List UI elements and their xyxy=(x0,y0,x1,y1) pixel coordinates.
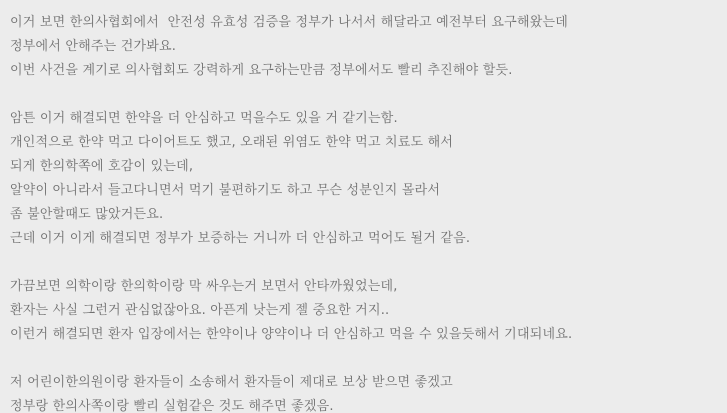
post-line: 근데 이거 이게 해결되면 정부가 보증하는 거니까 더 안심하고 먹어도 될거 같음. xyxy=(10,231,471,246)
paragraph-3 xyxy=(10,275,719,347)
paragraph-2 xyxy=(10,107,719,251)
post-line: 이거 보면 한의사협회에서 안전성 유효성 검증을 정부가 나서서 해달라고 예전부터 요구해왔는데 xyxy=(10,15,568,30)
post-line: 되게 한의학쪽에 호감이 있는데, xyxy=(10,159,194,174)
post-line: 이번 사건을 계기로 의사협회도 강력하게 요구하는만큼 정부에서도 빨리 추진해야 할듯. xyxy=(10,63,513,78)
post-line: 좀 불안할때도 많았거든요. xyxy=(10,207,164,222)
post-line: 이런거 해결되면 환자 입장에서는 한약이나 양약이나 더 안심하고 먹을 수 있을듯해서 기대되네요. xyxy=(10,327,573,342)
paragraph-1 xyxy=(10,11,719,83)
post-line: 환자는 사실 그런거 관심없잖아요. 아픈게 낫는게 젤 중요한 거지.. xyxy=(10,303,390,318)
post-line: 가끔보면 의학이랑 한의학이랑 막 싸우는거 보면서 안타까웠었는데, xyxy=(10,279,398,294)
post-line: 알약이 아니라서 들고다니면서 먹기 불편하기도 하고 무슨 성분인지 몰라서 xyxy=(10,183,441,198)
paragraph-4 xyxy=(10,371,719,413)
post-line: 정부랑 한의사쪽이랑 빨리 실험같은 것도 해주면 좋겠음. xyxy=(10,399,334,413)
post-line: 개인적으로 한약 먹고 다이어트도 했고, 오래된 위염도 한약 먹고 치료도 해서 xyxy=(10,135,454,150)
post-line: 암튼 이거 해결되면 한약을 더 안심하고 먹을수도 있을 거 같기는함. xyxy=(10,111,398,126)
post-line: 저 어린이한의원이랑 환자들이 소송해서 환자들이 제대로 보상 받으면 좋겠고 xyxy=(10,375,453,390)
post-line: 정부에서 안해주는 건가봐요. xyxy=(10,39,177,54)
